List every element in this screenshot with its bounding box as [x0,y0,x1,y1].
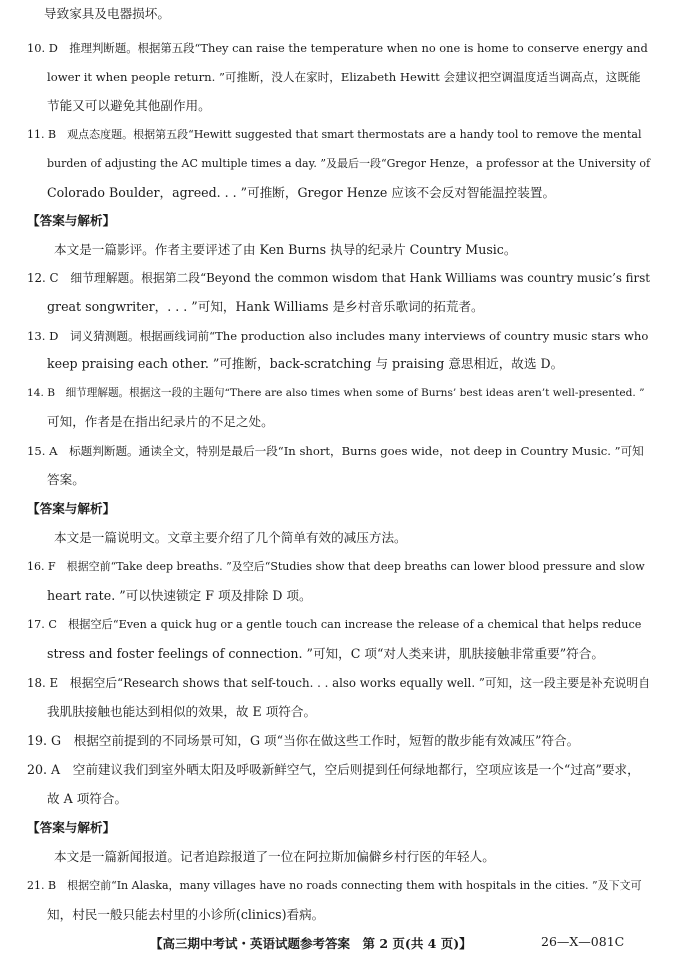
text-line: 导致家具及电器损坏。 [44,6,170,21]
section-header: 【答案与解析】 [27,213,116,228]
text-line: 知，村民一般只能去村里的小诊所(clinics)看病。 [47,907,325,922]
section-header: 【答案与解析】 [27,501,116,516]
summary-text: 本文是一篇新闻报道。记者追踪报道了一位在阿拉斯加偏僻乡村行医的年轻人。 [54,849,495,864]
text-line: heart rate. ”可以快速锁定 F 项及排除 D 项。 [47,588,312,603]
answer-14: 14. B 细节理解题。根据这一段的主题句“There are also times when some of Burns’ best ideas aren’t well-presented. ” [27,387,645,399]
answer-16: 16. F 根据空前“Take deep breaths. ”及空后“Studies show that deep breaths can lower blood pressure and slow [27,560,645,573]
summary-text: 本文是一篇说明文。文章主要介绍了几个简单有效的减压方法。 [54,530,407,545]
answer-18: 18. E 根据空后“Research shows that self-touch. . . also works equally well. ”可知，这一段主要是补充说明自 [27,676,651,690]
answer-19: 19. G 根据空前提到的不同场景可知，G 项“当你在做这些工作时，短暂的散步能有效减压”符合。 [27,733,580,748]
answer-20: 20. A 空前建议我们到室外晒太阳及呼吸新鲜空气，空后则提到任何绿地都行，空项应该是一个“过高”要求， [27,762,640,777]
text-line: Colorado Boulder，agreed. . . ”可推断，Gregor Henze 应该不会反对智能温控装置。 [47,185,556,200]
answer-13: 13. D 词义猜测题。根据画线词前“The production also includes many interviews of country music stars who [27,329,649,343]
answer-10: 10. D 推理判断题。根据第五段“They can raise the temperature when no one is home to conserve energy and [27,41,648,55]
text-line: stress and foster feelings of connection. ”可知，C 项“对人类来讲，肌肤接触非常重要”符合。 [47,646,604,661]
text-line: keep praising each other. ”可推断，back-scratching 与 praising 意思相近，故选 D。 [47,356,564,371]
text-line: 答案。 [47,472,85,487]
answer-21: 21. B 根据空前“In Alaska，many villages have no roads connecting them with hospitals in the cities. ”及下文可 [27,879,642,892]
text-line: burden of adjusting the AC multiple times a day. ”及最后一段“Gregor Henze，a professor at the University of [47,157,651,170]
answer-11: 11. B 观点态度题。根据第五段“Hewitt suggested that smart thermostats are a handy tool to remove the mental [27,128,642,141]
text-line: 节能又可以避免其他副作用。 [47,98,211,113]
footer-title: 【高三期中考试・英语试题参考答案 第 2 页(共 4 页)】 [150,936,472,951]
footer-code: 26—X—081C [541,934,625,949]
answer-12: 12. C 细节理解题。根据第二段“Beyond the common wisdom that Hank Williams was country music’s first [27,271,650,285]
text-line: 我肌肤接触也能达到相似的效果，故 E 项符合。 [47,704,317,719]
section-header: 【答案与解析】 [27,820,116,835]
text-line: great songwriter，. . . ”可知，Hank Williams 是乡村音乐歌词的拓荒者。 [47,299,484,314]
answer-15: 15. A 标题判断题。通读全文，特别是最后一段“In short，Burns goes wide，not deep in Country Music. ”可知 [27,444,644,458]
summary-text: 本文是一篇影评。作者主要评述了由 Ken Burns 执导的纪录片 Country Music。 [54,242,517,257]
text-line: 故 A 项符合。 [47,791,128,806]
answer-17: 17. C 根据空后“Even a quick hug or a gentle touch can increase the release of a chemical that helps reduce [27,618,642,631]
text-line: 可知，作者是在指出纪录片的不足之处。 [47,414,274,429]
page-footer [0,934,677,954]
text-line: lower it when people return. ”可推断，没人在家时，Elizabeth Hewitt 会建议把空调温度适当调高点，这既能 [47,70,641,84]
